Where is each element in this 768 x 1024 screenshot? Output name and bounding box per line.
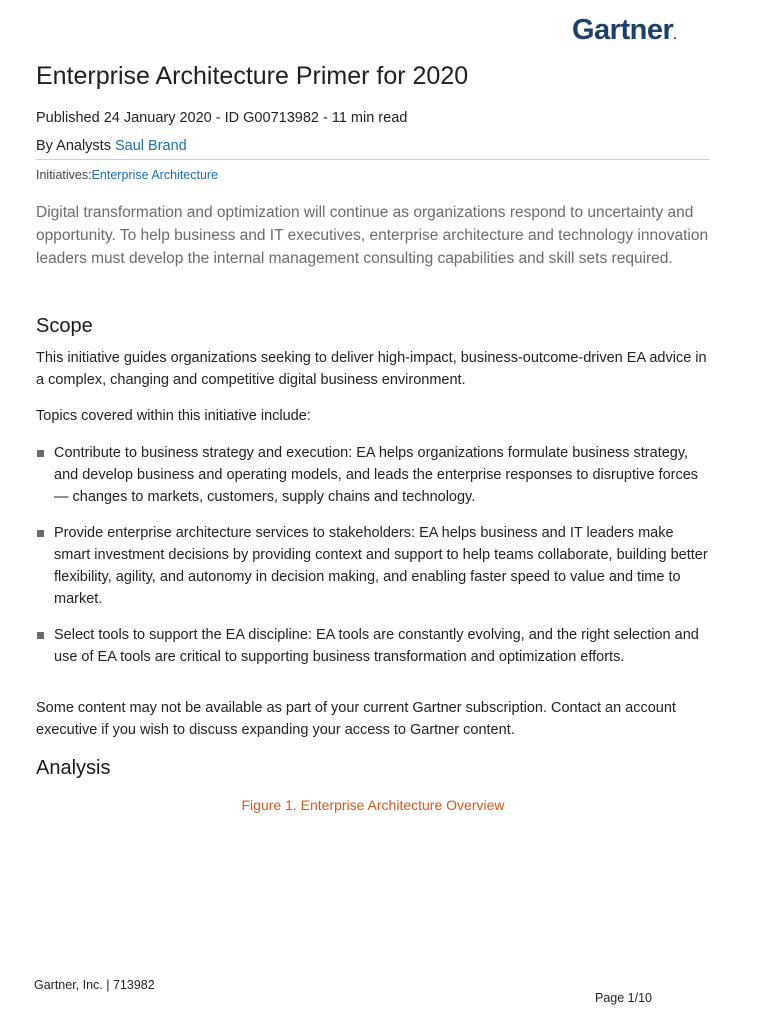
published-line: Published 24 January 2020 - ID G00713982 - 11 min read bbox=[36, 110, 408, 126]
footer-company-id: Gartner, Inc. | 713982 bbox=[34, 978, 155, 992]
analysis-heading: Analysis bbox=[36, 757, 111, 779]
square-bullet-icon bbox=[37, 632, 44, 639]
list-item-text: Provide enterprise architecture services to stakeholders: EA helps business and IT leaders make smart investment decisions by providing context and support to help teams collaborate, building better flexibility, agility, and autonomy in decision making, and enabling faster speed to value and time to market. bbox=[54, 525, 708, 607]
logo-dot: . bbox=[673, 28, 677, 42]
topics-intro: Topics covered within this initiative include: bbox=[36, 408, 311, 424]
initiative-link[interactable]: Enterprise Architecture bbox=[91, 168, 219, 182]
logo-text: Gartner bbox=[572, 14, 674, 46]
page-number: Page 1/10 bbox=[595, 991, 652, 1005]
square-bullet-icon bbox=[37, 530, 44, 537]
list-item bbox=[36, 522, 712, 610]
initiatives-line bbox=[36, 168, 218, 182]
analysts-prefix: By Analysts bbox=[36, 138, 115, 154]
scope-heading: Scope bbox=[36, 315, 93, 337]
topics-list bbox=[36, 442, 712, 682]
figure-caption: Figure 1. Enterprise Architecture Overview bbox=[241, 797, 505, 813]
analysts-line bbox=[36, 138, 187, 154]
analyst-link[interactable]: Saul Brand bbox=[114, 138, 187, 154]
list-item bbox=[36, 442, 712, 508]
scope-paragraph: This initiative guides organizations seeking to deliver high-impact, business-outcome-driven EA advice in a complex, changing and competitive digital business environment. bbox=[36, 350, 707, 388]
list-item-text: Select tools to support the EA discipline: EA tools are constantly evolving, and the right selection and use of EA tools are critical to supporting business transformation and optimization efforts. bbox=[54, 627, 699, 665]
list-item bbox=[36, 624, 712, 668]
subscription-note: Some content may not be available as part of your current Gartner subscription. Contact an account executive if you wish to discuss expanding your access to Gartner content. bbox=[36, 700, 676, 738]
square-bullet-icon bbox=[37, 450, 44, 457]
header-divider bbox=[36, 159, 710, 160]
list-item-text: Contribute to business strategy and execution: EA helps organizations formulate business strategy, and develop business and operating models, and leads the enterprise responses to disruptive forces — changes to markets, customers, supply chains and technology. bbox=[54, 445, 699, 505]
document-title: Enterprise Architecture Primer for 2020 bbox=[36, 62, 469, 90]
initiatives-label: Initiatives: bbox=[36, 168, 92, 182]
summary-paragraph: Digital transformation and optimization will continue as organizations respond to uncertainty and opportunity. To help business and IT executives, enterprise architecture and technology innovation leaders must develop the internal management consulting capabilities and skill sets required. bbox=[36, 204, 709, 267]
gartner-logo bbox=[572, 14, 676, 47]
